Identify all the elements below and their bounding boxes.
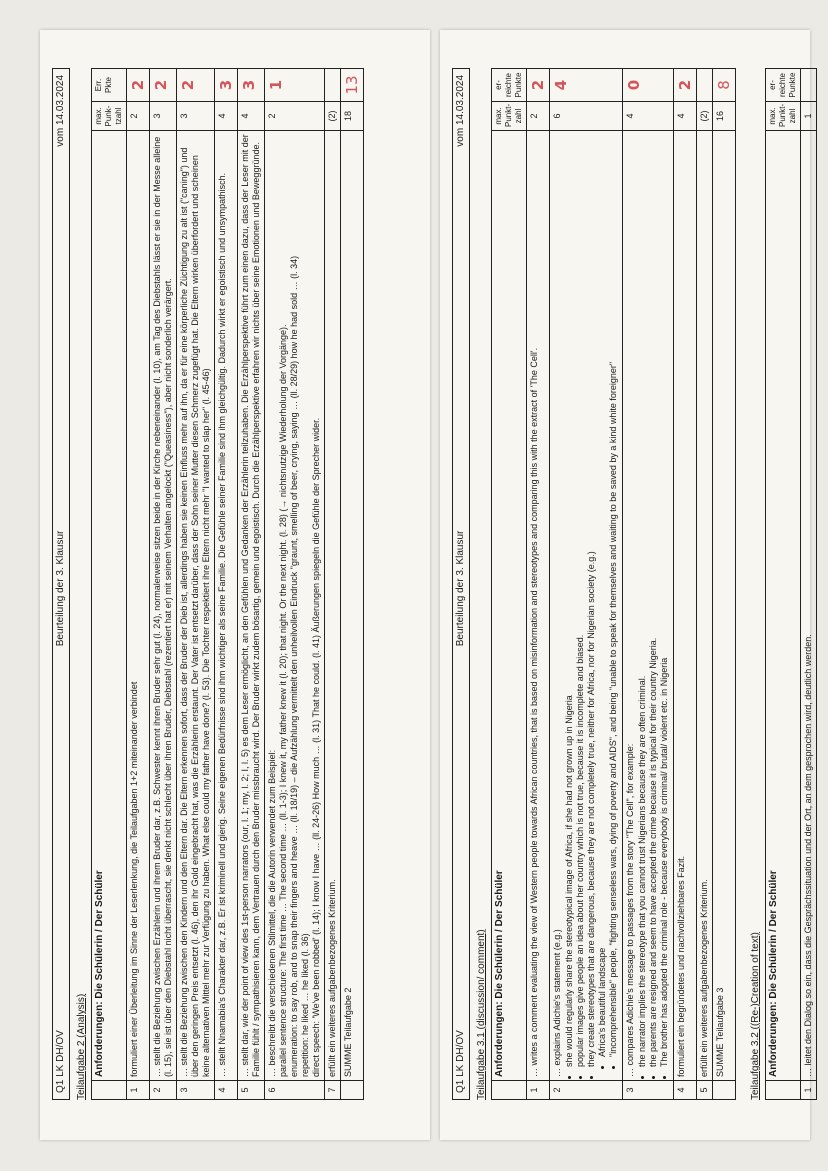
achieved-points-header: er-reichte Punkte — [766, 69, 800, 102]
row-text: erfüllt ein weiteres aufgabenbezogenes Kriterium. — [324, 131, 340, 1081]
criteria-table — [91, 68, 364, 1100]
table-row — [126, 69, 149, 1100]
table-row — [673, 69, 696, 1100]
row-score-handwritten: 2 — [126, 69, 149, 102]
right-header — [452, 68, 470, 1100]
list-item: • she would regularly share the stereotypical image of Africa, if she had not grown up in Nigeria — [564, 134, 575, 1067]
row-max: 4 — [673, 102, 696, 131]
course-label: Q1 LK DH/OV — [455, 1030, 466, 1093]
row-number: 5 — [238, 1081, 265, 1100]
task-title-3-2: Teilaufgabe 3.2 ((Re-)Creation of text) — [750, 932, 762, 1100]
list-item: • they create stereotypes that are dangerous, because they are not completely true, neither for Africa, nor for Nigerian society (e.g.) — [586, 134, 597, 1067]
evaluation-title: Beurteilung der 3. Klausur — [455, 530, 466, 647]
row-text: formuliert einer Überleitung im Sinne der Leserlenkung, die Teilaufgaben 1+2 miteinander verbindet — [126, 131, 149, 1081]
sum-number-cell — [712, 1081, 735, 1100]
sum-row — [712, 69, 735, 1100]
row-max: 4 — [622, 102, 673, 131]
row-score-handwritten — [800, 69, 816, 102]
row-score-handwritten: 2 — [673, 69, 696, 102]
row-number: 1 — [526, 1081, 549, 1100]
criteria-table-3-2 — [765, 68, 816, 1100]
row-number: 5 — [696, 1081, 712, 1100]
row-number: 4 — [673, 1081, 696, 1100]
table-row — [622, 69, 673, 1100]
sum-score-handwritten: 8 — [712, 69, 735, 102]
max-points-header: max. Punkt-zahl — [766, 102, 800, 131]
row-max: 1 — [800, 102, 816, 131]
row-text — [622, 131, 673, 1081]
row-number: 2 — [549, 1081, 622, 1100]
row-max: 2 — [126, 102, 149, 131]
left-sheet-content — [40, 30, 430, 1140]
row-max: 4 — [238, 102, 265, 131]
row-max: (2) — [696, 102, 712, 131]
table-row — [149, 69, 176, 1100]
list-item: • The brother has adopted the criminal role - because everybody is criminal/ brutal/ violent etc. in Nigeria — [659, 134, 670, 1067]
requirements-header: Anforderungen: Die Schülerin / Der Schüler — [766, 131, 800, 1081]
number-header — [766, 1081, 800, 1100]
row-number: 1 — [800, 1081, 816, 1100]
achieved-points-header: er-reichte Punkte — [492, 69, 526, 102]
sum-label: SUMME Teilaufgabe 3 — [712, 131, 735, 1081]
row-number: 6 — [265, 1081, 325, 1100]
row-intro: … explains Adichie's statement (e.g.) — [551, 929, 562, 1077]
table-row — [238, 69, 265, 1100]
max-points-header: max. Punk-tzahl — [92, 102, 126, 131]
number-header — [92, 1081, 126, 1100]
row-text — [265, 131, 325, 1081]
list-item: parallel sentence structure: The first time … The second time … (ll. 1-3); I knew it, my father knew it (l. 20); that night. Or the next night. (l. 28) (→ nichtsnutzige Wiederholung der Vorgänge). — [277, 324, 288, 1077]
list-item: • popular images give people an idea about her country which is not true, because it is incomplete and biased. — [575, 134, 586, 1067]
table-row — [696, 69, 712, 1100]
list-item: • Africa's beautiful landscape — [597, 134, 608, 1057]
table-row — [324, 69, 340, 1100]
sum-number-cell — [340, 1081, 363, 1100]
max-points-header: max. Punkt-zahl — [492, 102, 526, 131]
sum-max: 16 — [712, 102, 735, 131]
row-number: 4 — [214, 1081, 237, 1100]
row-text: … leitet den Dialog so ein, dass die Gesprächssituation und der Ort, an dem gesprochen wird, deutlich werden. — [800, 131, 816, 1081]
sum-score-handwritten: 13 — [340, 69, 363, 102]
table-row — [265, 69, 325, 1100]
row-score-handwritten: 4 — [549, 69, 622, 102]
left-assessment-sheet — [40, 30, 430, 1140]
bullet-list — [564, 134, 619, 1067]
row-text: erfüllt ein weiteres aufgabenbezogenes Kriterium. — [696, 131, 712, 1081]
requirements-header: Anforderungen: Die Schülerin / Der Schüler — [92, 131, 126, 1081]
right-sheet-content — [440, 30, 813, 1140]
row-max: 2 — [265, 102, 325, 131]
sum-row — [340, 69, 363, 1100]
row-number: 3 — [176, 1081, 214, 1100]
row-text: … stellt die Beziehung zwischen den Kindern und den Eltern dar. Die Eltern erkennen sofort, dass der Bruder der Dieb ist, allerdings haben sie keinen Einfluss mehr auf ihn, da er für eine körperliche Züchtigung zu alt ist ("caning") und über den geringen Preis entsetzt (l. 46), den ihr Gold eingebracht hat, was die Erzählerin erstaunt. Der Vater ist entsetzt darüber, dass der Sohn seiner Mutter diesen Schmerz zugefügt hat. Die Eltern wirken überfordert und scheinen keine alternativen Mittel mehr zur Verfügung zu haben. What else could my father have done? (l. 53). Die Tochter respektiert ihre Eltern nicht mehr "I wanted to slap her" (l. 45-46) — [176, 131, 214, 1081]
table-row — [800, 69, 816, 1100]
list-item: • the parents are resigned and seem to have accepted the crime because it is typical for their country Nigeria. — [648, 134, 659, 1067]
row-score-handwritten: 0 — [622, 69, 673, 102]
row-intro: … beschreibt die verschiedenen Stilmittel, die die Autorin verwendet zum Beispiel: — [267, 749, 277, 1077]
left-header — [52, 68, 70, 1100]
row-score-handwritten: 1 — [265, 69, 325, 102]
criteria-table — [491, 68, 736, 1100]
row-number: 3 — [622, 1081, 673, 1100]
row-text: formuliert ein begründetes und nachvollziehbares Fazit. — [673, 131, 696, 1081]
row-score-handwritten: 2 — [149, 69, 176, 102]
row-number: 7 — [324, 1081, 340, 1100]
requirements-header: Anforderungen: Die Schülerin / Der Schüler — [492, 131, 526, 1081]
row-text: … stellt dar, wie der point of view des 1st-person narrators (our, l. 1; my, l. 2; I, l. 5) es dem Leser ermöglicht, an den Gefühlen und Gedanken der Erzählerin teilzuhaben. Die Erzählperspektive führt zum einen dazu, dass der Leser mit der Familie fühlt / sympathisieren kann, dem Vertrauen durch den Bruder missbraucht wird. Der Bruder wirkt zudem bösartig, gemein und egoistisch. Durch die Erzählperspektive erfahren wir nichts über seine Emotionen und Beweggründe. — [238, 131, 265, 1081]
table-header-row — [766, 69, 800, 1100]
table-row — [176, 69, 214, 1100]
row-score-handwritten: 2 — [176, 69, 214, 102]
table-header-row — [492, 69, 526, 1100]
task-title: Teilaufgabe 3.1 (discussion/ comment) — [476, 929, 488, 1100]
task-title: Teilaufgabe 2 (Analysis) — [76, 993, 88, 1100]
row-number: 2 — [149, 1081, 176, 1100]
row-score-handwritten: 3 — [238, 69, 265, 102]
table-row — [526, 69, 549, 1100]
row-max: 4 — [214, 102, 237, 131]
table-row — [549, 69, 622, 1100]
row-max: 6 — [549, 102, 622, 131]
row-score-handwritten: 2 — [526, 69, 549, 102]
table-row — [214, 69, 237, 1100]
achieved-points-header: Err. Pkte — [92, 69, 126, 102]
row-text: … stellt Nnamabia's Charakter dar, z.B. Er ist kriminell und gierig. Seine eigenen Bedürfnisse sind ihm wichtiger als seine Familie. Die Gefühle seiner Familie sind ihm gleichgültig. Dadurch wirkt er egoistisch und unsympathisch. — [214, 131, 237, 1081]
number-header — [492, 1081, 526, 1100]
row-number: 1 — [126, 1081, 149, 1100]
row-score-handwritten — [696, 69, 712, 102]
course-label: Q1 LK DH/OV — [55, 1030, 66, 1093]
row-max: (2) — [324, 102, 340, 131]
list-item: direct speech: 'We've been robbed' (l. 14); I know I have … (ll. 24-26) How much … (l. 31) That he could. (l. 41) Äußerungen spiegeln die Gefühle der Sprecher wider. — [310, 417, 321, 1077]
list-item: • the narrator implies the stereotype that you cannot trust Nigerians because they are often criminal. — [637, 134, 648, 1067]
row-intro: … compares Adichie's message to passages from the story "The Cell", for example: — [624, 743, 635, 1077]
row-text — [549, 131, 622, 1081]
list-item: repetition: he liked … he liked (l. 36) — [299, 933, 310, 1077]
row-max: 2 — [526, 102, 549, 131]
row-max: 3 — [149, 102, 176, 131]
row-score-handwritten: 3 — [214, 69, 237, 102]
sum-max: 18 — [340, 102, 363, 131]
table-header-row — [92, 69, 126, 1100]
row-text: … stellt die Beziehung zwischen Erzählerin und ihrem Bruder dar, z.B. Schwester kennt ihren Bruder sehr gut (l. 24), normalerweise sitzen beide in der Kirche nebeneinander (l. 10), am Tag des Diebstahls lässt er sie in der Messe alleine (l. 15), sie ist über den Diebstahl nicht überrascht, sie denkt nicht schlecht über ihren Bruder, Diebstahl (rezentiert hat er) mit seinem Verhalten angelockt ("Queasiness"), aber nicht sonderlich verärgert. — [149, 131, 176, 1081]
row-max: 3 — [176, 102, 214, 131]
row-text: … writes a comment evaluating the view of Western people towards African countries, that is based on misinformation and stereotypes and comparing this with the extract of 'The Cell'. — [526, 131, 549, 1081]
right-assessment-sheet — [440, 30, 813, 1140]
date-label: vom 14.03.2024 — [55, 75, 66, 147]
list-item: enumeration: to say rob, and to snap their fingers and heave … (ll. 18/19) – die Aufzählung vermittelt den unheilvollen Eindruck "graunt, smelling of beer, crying, saying … (ll. 28/29) how he had sold … (l. 34) — [288, 255, 299, 1077]
row-score-handwritten — [324, 69, 340, 102]
sum-label: SUMME Teilaufgabe 2 — [340, 131, 363, 1081]
date-label: vom 14.03.2024 — [455, 75, 466, 147]
bullet-list — [637, 134, 670, 1067]
evaluation-title: Beurteilung der 3. Klausur — [55, 530, 66, 647]
list-item: • "incomprehensible" people, "fighting senseless wars, dying of poverty and AIDS", and being "unable to speak for themselves and waiting to be saved by a kind white foreigner" — [608, 134, 619, 1057]
